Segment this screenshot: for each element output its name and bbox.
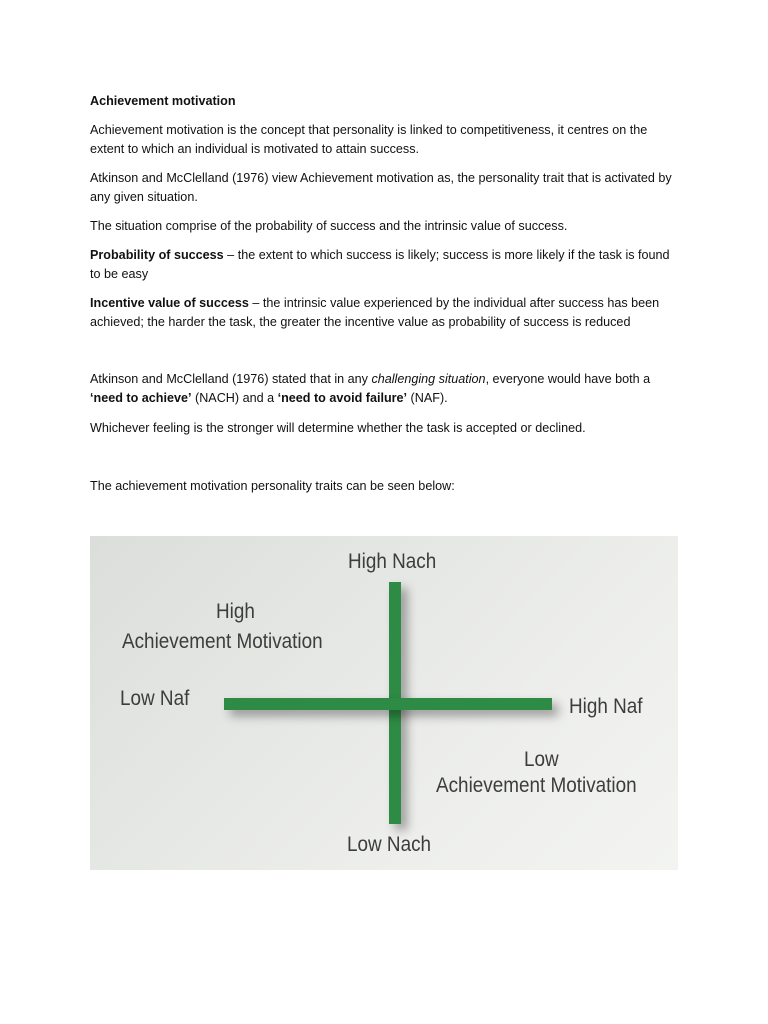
paragraph-probability [90,246,682,284]
high-achievement-label-line1: High [216,600,255,623]
need-to-avoid-failure-term: ‘need to avoid failure’ [277,391,408,405]
paragraph-situation: The situation comprise of the probability of success and the intrinsic value of success. [90,219,568,233]
probability-definition: – the extent to which success is likely; success is more likely if the task is found to be easy [90,248,670,281]
low-nach-label: Low Nach [347,833,432,856]
naf-axis-line [224,698,552,710]
nach-naf-text-b: , everyone would have both a [485,372,651,386]
paragraph-atkinson-view: Atkinson and McClelland (1976) view Achievement motivation as, the personality trait that is activated by any given situation. [90,171,672,204]
paragraph-definition: Achievement motivation is the concept that personality is linked to competitiveness, it centres on the extent to which an individual is motivated to attain success. [90,123,648,156]
need-to-achieve-term: ‘need to achieve’ [90,391,192,405]
high-achievement-label-line2: Achievement Motivation [122,630,323,653]
document-heading: Achievement motivation [90,94,236,108]
probability-term: Probability of success [90,248,224,262]
low-achievement-label-line2: Achievement Motivation [436,774,637,797]
low-achievement-label-line1: Low [524,748,559,771]
paragraph-nach-naf [90,370,682,408]
high-nach-label: High Nach [348,550,437,573]
challenging-situation-text: challenging situation [371,372,486,386]
paragraph-incentive [90,294,682,332]
low-naf-label: Low Naf [120,687,190,710]
incentive-definition: – the intrinsic value experienced by the individual after success has been achieved; the harder the task, the greater the incentive value as probability of success is reduced [90,296,660,329]
incentive-term: Incentive value of success [90,296,249,310]
paragraph-traits-intro: The achievement motivation personality traits can be seen below: [90,479,455,493]
nach-naf-text-a: Atkinson and McClelland (1976) stated that in any [90,372,372,386]
achievement-motivation-figure [90,536,678,870]
nach-naf-text-c: (NACH) and a [191,391,278,405]
paragraph-whichever: Whichever feeling is the stronger will determine whether the task is accepted or declined. [90,421,586,435]
nach-naf-text-d: (NAF). [407,391,448,405]
high-naf-label: High Naf [569,695,643,718]
